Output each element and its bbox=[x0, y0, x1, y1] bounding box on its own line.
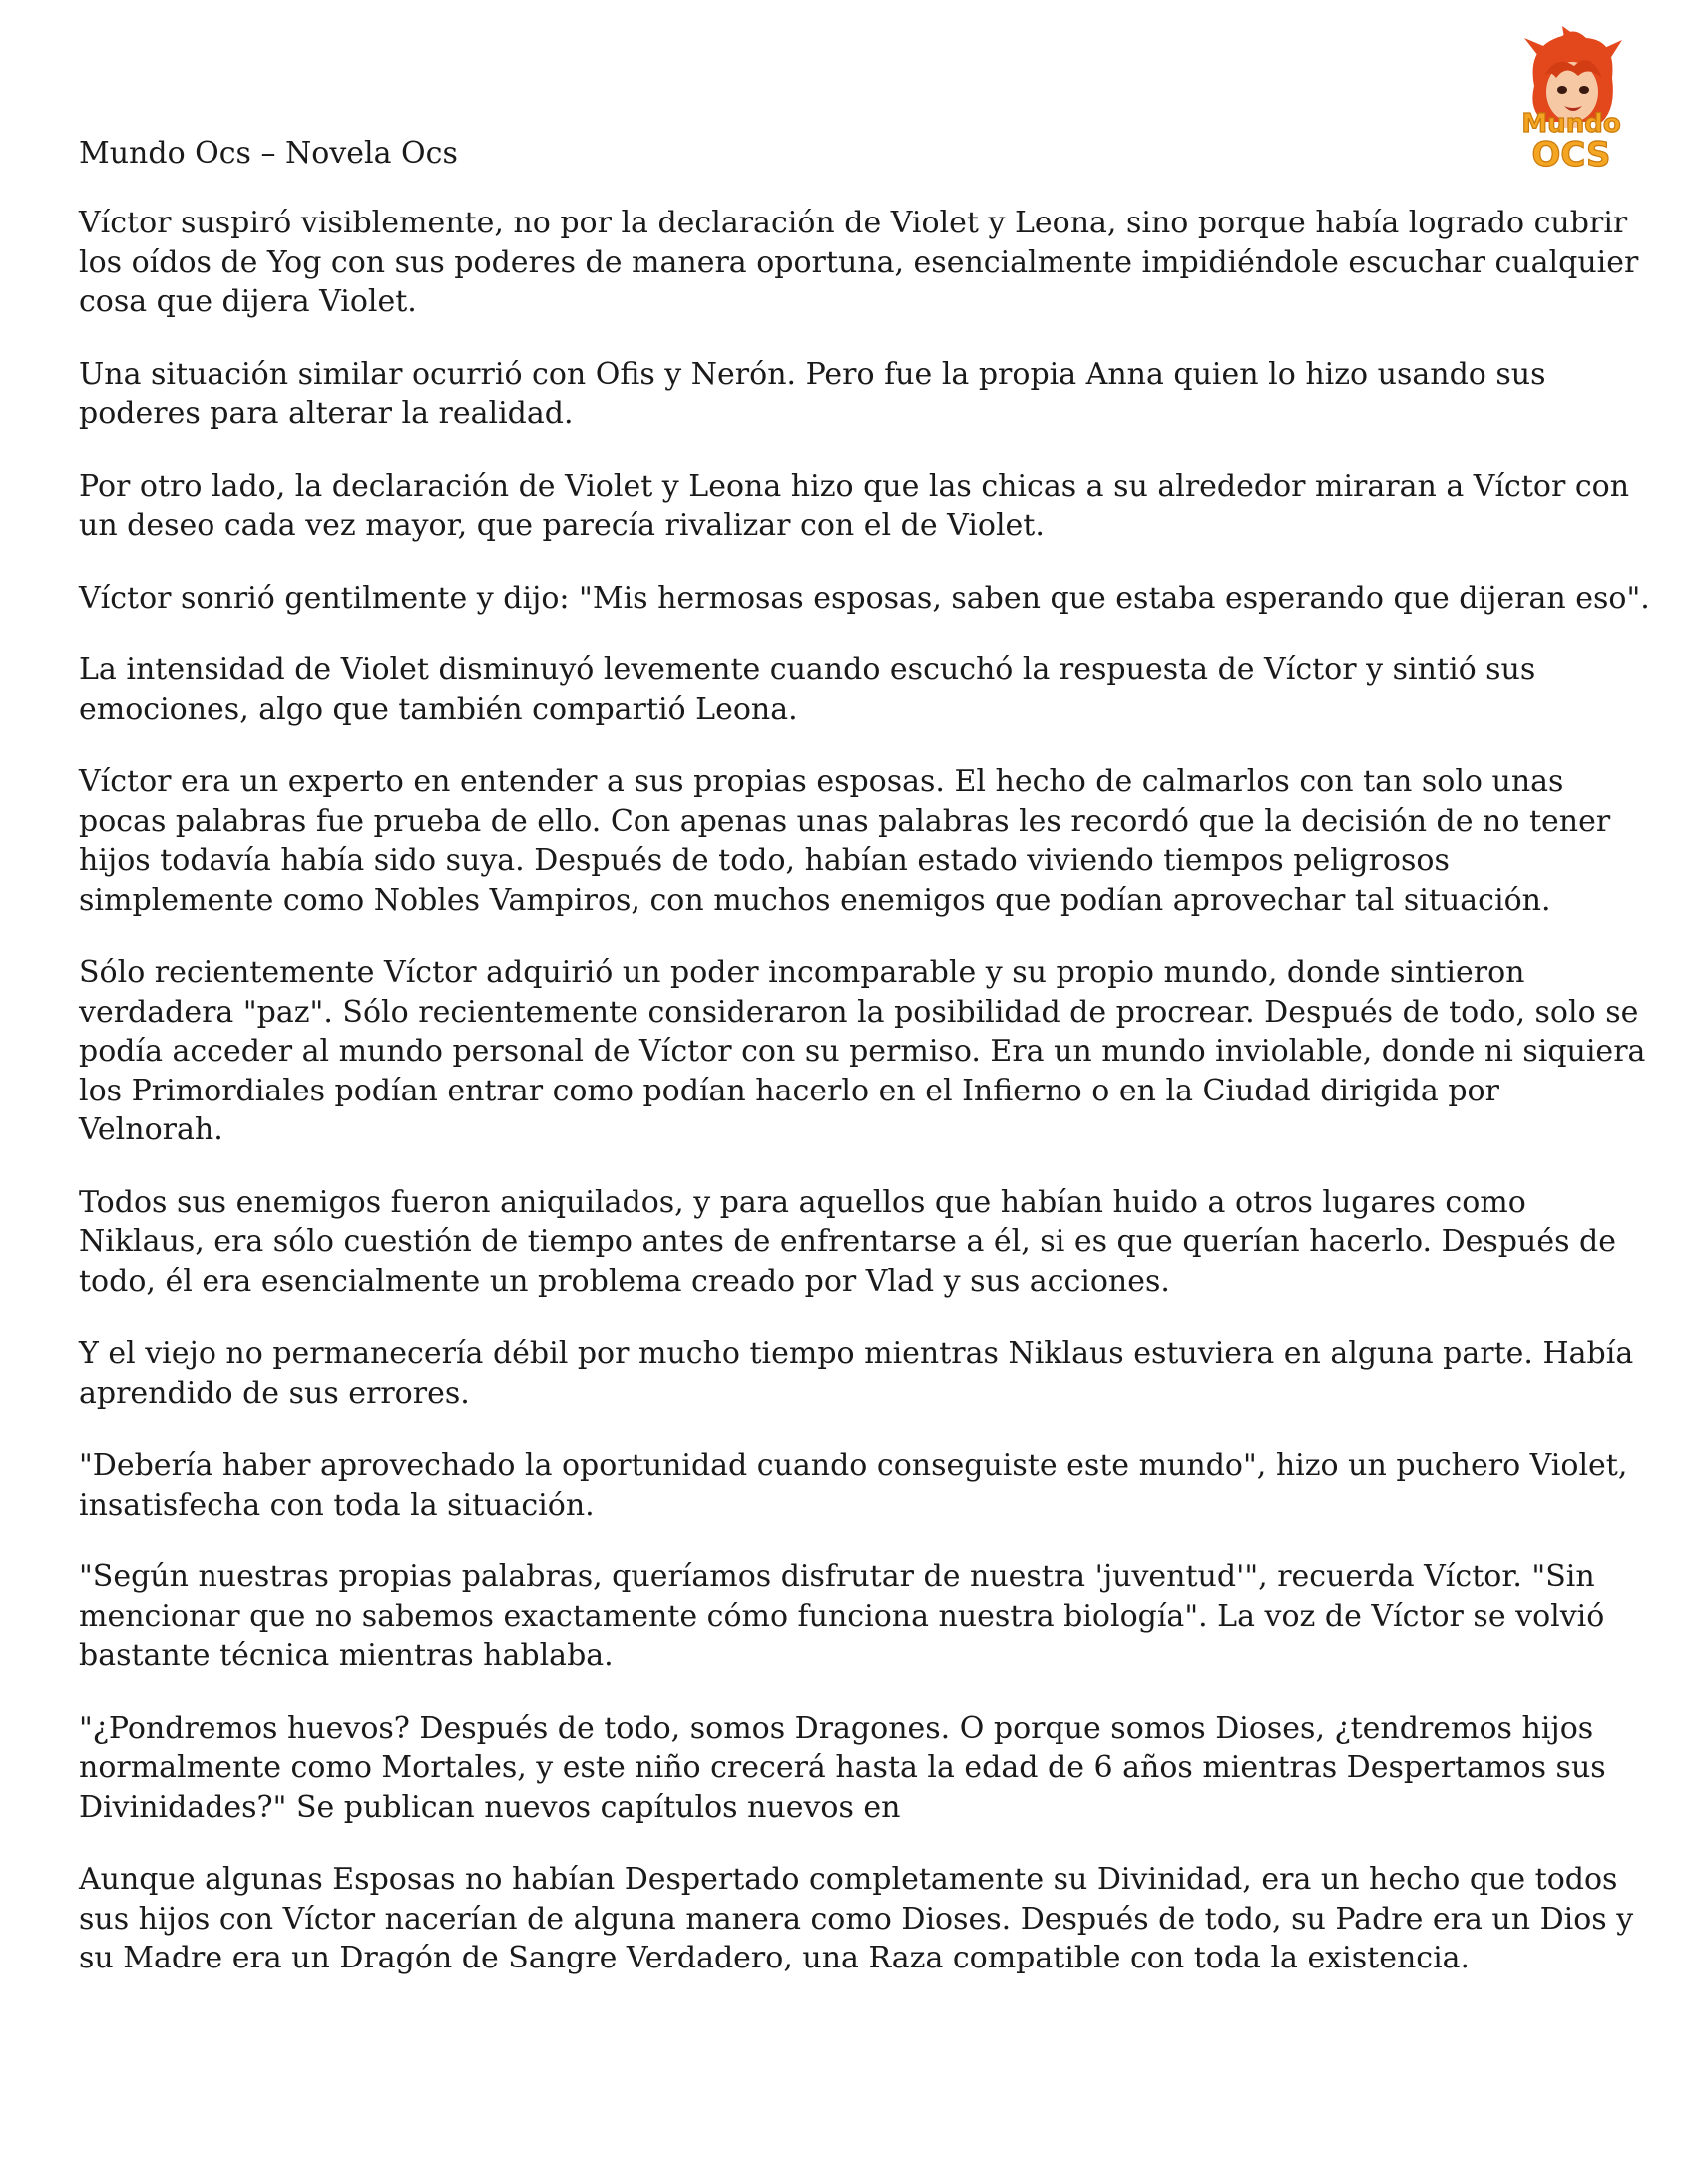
paragraph: Todos sus enemigos fueron aniquilados, y para aquellos que habían huido a otros lugares como Niklaus, era sólo cuestión de tiempo antes de enfrentarse a él, si es que querían hacerlo. Después de todo, él era esencialmente un problema creado por Vlad y sus acciones. bbox=[79, 1184, 1616, 1299]
paragraph: Aunque algunas Esposas no habían Despertado completamente su Divinidad, era un hecho que todos sus hijos con Víctor nacerían de alguna manera como Dioses. Después de todo, su Padre era un Dios y su Madre era un Dragón de Sangre Verdadero, una Raza compatible con toda la existencia. bbox=[79, 1862, 1634, 1975]
svg-text:OCS: OCS bbox=[1531, 135, 1611, 174]
paragraph: "Según nuestras propias palabras, queríamos disfrutar de nuestra 'juventud'", recuerda Víctor. "Sin mencionar que no sabemos exactamente cómo funciona nuestra biología". La voz de Víctor se volvió bastante técnica mientras hablaba. bbox=[79, 1559, 1605, 1673]
document-header: Mundo Ocs – Novela Ocs bbox=[79, 136, 458, 171]
paragraph: Víctor era un experto en entender a sus propias esposas. El hecho de calmarlos con tan solo unas pocas palabras fue prueba de ello. Con apenas unas palabras les recordó que la decisión de no tener hijos todavía había sido suya. Después de todo, habían estado viviendo tiempos peligrosos simplemente como Nobles Vampiros, con muchos enemigos que podían aprovechar tal situación. bbox=[79, 764, 1611, 918]
paragraph: Una situación similar ocurrió con Ofis y Nerón. Pero fue la propia Anna quien lo hizo usando sus poderes para alterar la realidad. bbox=[79, 356, 1546, 431]
paragraph: Por otro lado, la declaración de Violet y Leona hizo que las chicas a su alrededor miraran a Víctor con un deseo cada vez mayor, que parecía rivalizar con el de Violet. bbox=[79, 468, 1630, 543]
paragraph: Sólo recientemente Víctor adquirió un poder incomparable y su propio mundo, donde sintieron verdadera "paz". Sólo recientemente consideraron la posibilidad de procrear. Después de todo, solo se podía acceder al mundo personal de Víctor con su permiso. Era un mundo inviolable, donde ni siquiera los Primordiales podían entrar como podían hacerlo en el Infierno o en la Ciudad dirigida por Velnorah. bbox=[79, 955, 1646, 1147]
paragraph: "¿Pondremos huevos? Después de todo, somos Dragones. O porque somos Dioses, ¿tendremos hijos normalmente como Mortales, y este niño crecerá hasta la edad de 6 años mientras Despertamos sus Divinidades?" Se publican nuevos capítulos nuevos en bbox=[79, 1710, 1606, 1825]
mundo-ocs-logo-text bbox=[1494, 104, 1648, 174]
document-body bbox=[79, 204, 1653, 2011]
paragraph: Y el viejo no permanecería débil por mucho tiempo mientras Niklaus estuviera en alguna parte. Había aprendido de sus errores. bbox=[79, 1336, 1634, 1411]
paragraph: "Debería haber aprovechado la oportunidad cuando conseguiste este mundo", hizo un puchero Violet, insatisfecha con toda la situación. bbox=[79, 1448, 1628, 1523]
paragraph: Víctor suspiró visiblemente, no por la declaración de Violet y Leona, sino porque había logrado cubrir los oídos de Yog con sus poderes de manera oportuna, esencialmente impidiéndole escuchar cualquier cosa que dijera Violet. bbox=[79, 206, 1639, 319]
paragraph: La intensidad de Violet disminuyó levemente cuando escuchó la respuesta de Víctor y sintió sus emociones, algo que también compartió Leona. bbox=[79, 653, 1536, 727]
paragraph: Víctor sonrió gentilmente y dijo: "Mis hermosas esposas, saben que estaba esperando que dijeran eso". bbox=[79, 580, 1650, 616]
svg-text:Mundo: Mundo bbox=[1521, 109, 1621, 139]
